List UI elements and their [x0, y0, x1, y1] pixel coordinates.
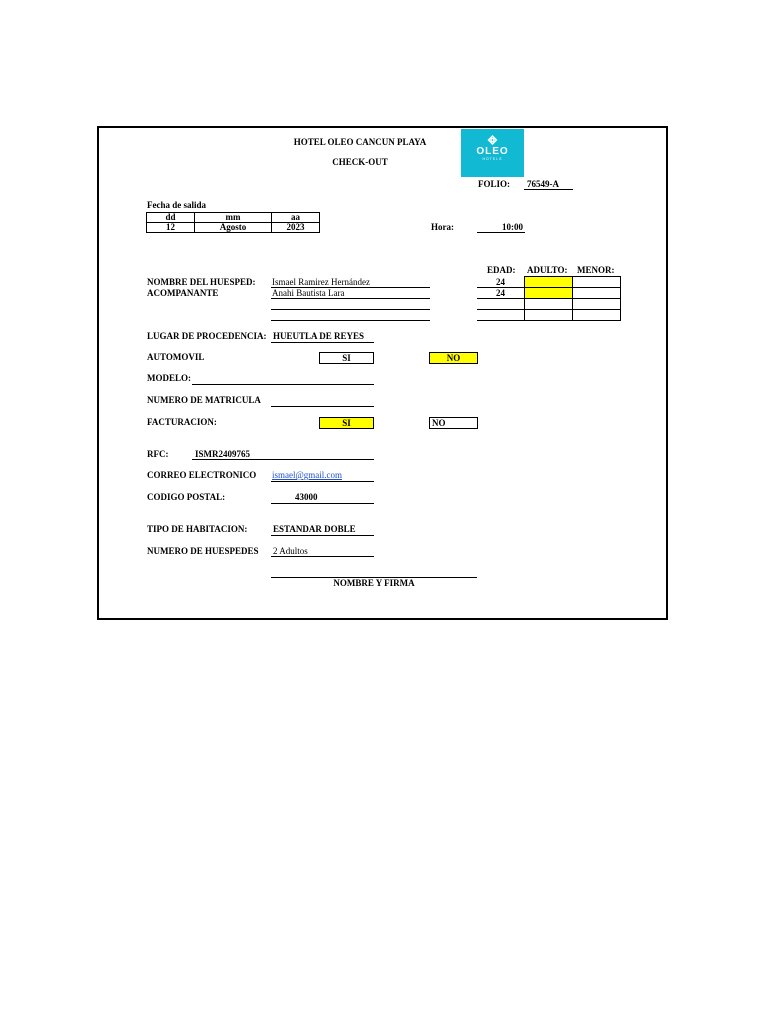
guest-age-1: 24: [477, 277, 525, 288]
minor-header: MENOR:: [577, 265, 615, 275]
guest-line-3: [271, 309, 430, 310]
rfc-label: RFC:: [147, 449, 169, 459]
form-title: CHECK-OUT: [332, 157, 388, 167]
guest-name-label: NOMBRE DEL HUESPED:: [147, 277, 256, 287]
guest-line-1: [271, 287, 430, 288]
hour-label: Hora:: [431, 222, 454, 232]
rfc-underline: [192, 459, 374, 460]
date-header-aa: aa: [272, 213, 320, 223]
folio-label: FOLIO:: [478, 179, 511, 189]
postal-underline: [271, 503, 374, 504]
folio-value: 76549-A: [527, 179, 559, 189]
billing-no-box[interactable]: NO: [429, 417, 478, 429]
oleo-logo: [461, 129, 524, 177]
guest-minor-4: [573, 310, 621, 321]
model-label: MODELO:: [147, 373, 191, 383]
guest-name-value: Ismael Ramirez Hernández: [272, 277, 370, 287]
date-month: Agosto: [195, 223, 272, 233]
car-yes-box[interactable]: SI: [319, 352, 374, 364]
postal-value: 43000: [295, 492, 318, 502]
hour-value: 10:00: [502, 222, 523, 232]
car-label: AUTOMOVIL: [147, 352, 205, 362]
room-value: ESTANDAR DOBLE: [273, 524, 356, 534]
billing-yes-box[interactable]: SI: [319, 417, 374, 429]
car-no-box[interactable]: NO: [429, 352, 478, 364]
folio-underline: [524, 189, 573, 190]
guest-count-value: 2 Adultos: [273, 546, 308, 556]
date-header-mm: mm: [195, 213, 272, 223]
guest-age-2: 24: [477, 288, 525, 299]
hour-underline: [477, 232, 525, 233]
origin-underline: [271, 342, 374, 343]
rfc-value: ISMR2409765: [195, 449, 251, 459]
plate-underline[interactable]: [271, 406, 374, 407]
companion-label: ACOMPANANTE: [147, 288, 219, 298]
departure-label: Fecha de salida: [147, 200, 207, 210]
email-underline: [271, 481, 374, 482]
origin-label: LUGAR DE PROCEDENCIA:: [147, 331, 267, 341]
guest-minor-3: [573, 299, 621, 310]
hotel-name: HOTEL OLEO CANCUN PLAYA: [293, 137, 427, 147]
logo-graphic: [461, 129, 524, 177]
date-header-dd: dd: [147, 213, 195, 223]
age-header: EDAD:: [487, 265, 516, 275]
guest-count-underline: [271, 556, 374, 557]
companion-name-value: Anahi Bautista Lara: [272, 288, 345, 298]
guest-age-table: [477, 276, 621, 321]
guest-adult-3: [525, 299, 573, 310]
departure-date-table: [146, 212, 320, 233]
plate-label: NUMERO DE MATRICULA: [147, 395, 261, 405]
guest-adult-1: [525, 277, 573, 288]
origin-value: HUEUTLA DE REYES: [273, 331, 365, 341]
model-underline[interactable]: [192, 384, 374, 385]
guest-line-4: [271, 320, 430, 321]
billing-label: FACTURACION:: [147, 417, 217, 427]
guest-age-3: [477, 299, 525, 310]
guest-count-label: NUMERO DE HUESPEDES: [147, 546, 259, 556]
date-day: 12: [147, 223, 195, 233]
date-year: 2023: [272, 223, 320, 233]
logo-subtext: HOTELS: [482, 157, 503, 161]
guest-adult-2: [525, 288, 573, 299]
email-label: CORREO ELECTRONICO: [147, 470, 257, 480]
email-link[interactable]: ismael@gmail.com: [272, 470, 343, 480]
guest-minor-1: [573, 277, 621, 288]
guest-age-4: [477, 310, 525, 321]
room-underline: [271, 535, 374, 536]
guest-line-2: [271, 298, 430, 299]
logo-text: OLEO: [476, 146, 509, 157]
room-label: TIPO DE HABITACION:: [147, 524, 248, 534]
guest-minor-2: [573, 288, 621, 299]
postal-label: CODIGO POSTAL:: [147, 492, 226, 502]
adult-header: ADULTO:: [527, 265, 568, 275]
guest-adult-4: [525, 310, 573, 321]
signature-label: NOMBRE Y FIRMA: [333, 578, 415, 588]
